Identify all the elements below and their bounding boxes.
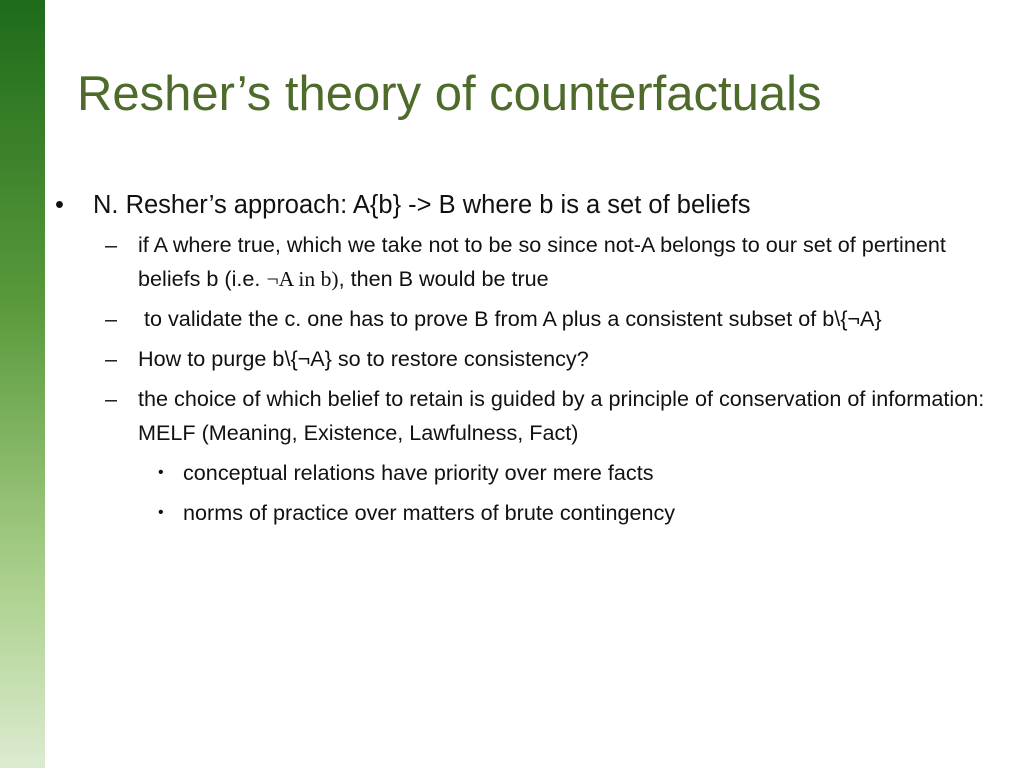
- slide-title: Resher’s theory of counterfactuals: [77, 67, 822, 121]
- sub-bullet-item: [55, 342, 1005, 376]
- sub-bullet-text: the choice of which belief to retain is guided by a principle of conservation of information: MELF (Meaning, Existence, Lawfulness, Fact): [138, 386, 985, 445]
- sub-bullet-item: [55, 302, 1005, 336]
- sub-sub-bullet-item: [55, 496, 1005, 530]
- sub-bullet-serif-text: ¬A in b): [266, 267, 339, 291]
- sub-sub-bullet-text: norms of practice over matters of brute contingency: [183, 500, 676, 525]
- sub-bullet-item: [55, 382, 1005, 450]
- sub-bullet-text: if A where true, which we take not to be so since not-A belongs to our set of pertinent beliefs b (i.e.: [138, 232, 946, 291]
- dash-marker: –: [105, 232, 118, 257]
- sub-bullet-text: to validate the c. one has to prove B from A plus a consistent subset of b\{¬A}: [138, 306, 882, 331]
- slide-body: [55, 186, 1005, 536]
- bullet-marker: •: [158, 464, 164, 481]
- bullet-item: [55, 186, 1005, 224]
- sub-sub-bullet-item: [55, 456, 1005, 490]
- decorative-side-bar: [0, 0, 45, 768]
- bullet-marker: •: [55, 191, 64, 219]
- dash-marker: –: [105, 306, 118, 331]
- bullet-marker: •: [158, 504, 164, 521]
- dash-marker: –: [105, 346, 118, 371]
- sub-sub-bullet-text: conceptual relations have priority over mere facts: [183, 460, 654, 485]
- bullet-text: N. Resher’s approach: A{b} -> B where b is a set of beliefs: [93, 191, 751, 219]
- sub-bullet-text: How to purge b\{¬A} so to restore consistency?: [138, 346, 589, 371]
- sub-bullet-item: [55, 228, 1005, 296]
- dash-marker: –: [105, 386, 118, 411]
- sub-bullet-text-end: , then B would be true: [338, 266, 549, 291]
